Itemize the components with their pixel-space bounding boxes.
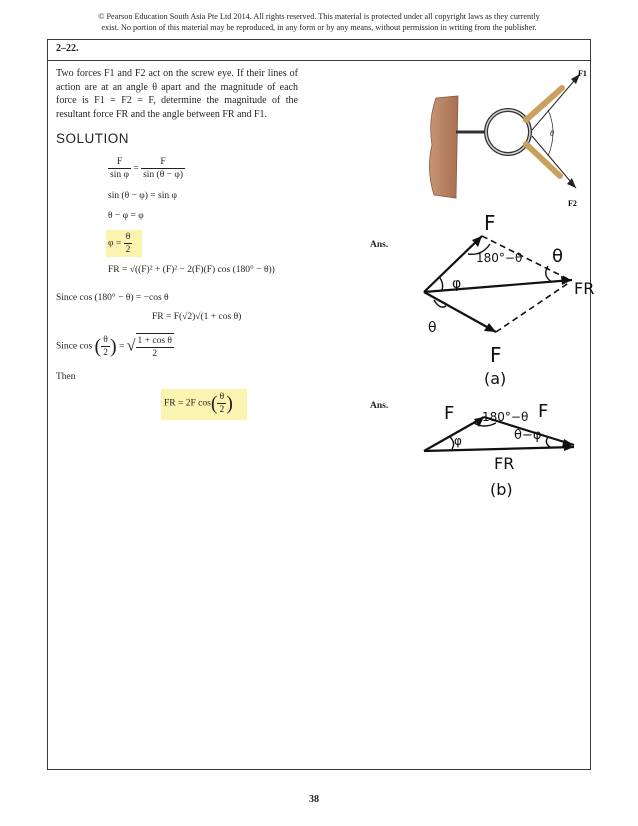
- wood-block: [429, 96, 458, 198]
- equation-phi: [108, 231, 132, 256]
- equation-cosine-law: FR = √((F)² + (F)² − 2(F)(F) cos (180° − θ)): [108, 265, 275, 275]
- eq1-lhs-den: sin φ: [110, 170, 129, 180]
- since2-equals: =: [119, 341, 125, 352]
- fa-label-f-bottom: F: [490, 343, 502, 367]
- fb-label-fr: FR: [494, 454, 515, 473]
- since2-rden: 2: [152, 349, 158, 359]
- figure-a-parallelogram: [410, 210, 600, 390]
- eq1-rhs-den: sin (θ − φ): [143, 170, 183, 180]
- eq4-lhs: φ =: [108, 238, 122, 249]
- fb-label-f-right: F: [538, 401, 549, 422]
- line-then: Then: [56, 372, 76, 382]
- copyright-line-1: © Pearson Education South Asia Pte Ltd 2014. All rights reserved. This material is protected under all copyright laws as they currently: [98, 12, 540, 21]
- label-f2: F2: [568, 199, 577, 208]
- figure-b-triangle: [410, 395, 590, 505]
- problem-statement: Two forces F1 and F2 act on the screw eye. If their lines of action are at an angle θ apart and the magnitude of each force is F1 = F2 = F, determine the magnitude of the resultant force FR and the angle between FR and F1.: [56, 68, 298, 120]
- fa-fr-vector: [424, 280, 572, 292]
- fb-label-phi: φ: [454, 434, 462, 448]
- fb-label-f-left: F: [444, 403, 455, 424]
- eq1-lhs-num: F: [108, 156, 131, 169]
- fa-label-180: 180°−θ: [476, 251, 523, 265]
- eq1-rhs-num: F: [141, 156, 185, 169]
- since2-den: 2: [103, 348, 108, 358]
- eq7-lhs: FR = 2F cos: [164, 398, 211, 409]
- since2-num: θ: [101, 334, 110, 347]
- solution-heading: SOLUTION: [56, 131, 130, 146]
- page-number: 38: [309, 794, 319, 805]
- equation-2: sin (θ − φ) = sin φ: [108, 191, 177, 201]
- eq7-den: 2: [219, 405, 225, 415]
- line-since-1: Since cos (180° − θ) = −cos θ: [56, 293, 169, 303]
- fb-label-180: 180°−θ: [482, 410, 529, 424]
- copyright-line-2: exist. No portion of this material may be reproduced, in any form or by any means, without permission in writing from the publisher.: [101, 23, 537, 32]
- answer-label-1: Ans.: [370, 240, 389, 250]
- f2-line: [532, 136, 576, 188]
- fa-label-fr: FR: [574, 279, 595, 298]
- eq1-equals: =: [133, 163, 139, 174]
- fa-label-theta-right: θ: [552, 246, 564, 267]
- eq4-num: θ: [124, 231, 133, 244]
- f1-rope: [526, 88, 562, 120]
- since2-rnum: 1 + cos θ: [137, 336, 172, 346]
- equation-fr-final: FR = 2F cos( $\frac{\theta}{2}$ ): [164, 392, 233, 415]
- fa-label-f-top: F: [484, 211, 496, 235]
- fa-caption: (a): [484, 369, 507, 388]
- screw-eye-figure: [420, 60, 590, 220]
- fa-label-theta-bottom: θ: [428, 320, 437, 336]
- fb-label-theta-phi: θ−φ: [514, 428, 542, 443]
- equation-sine-law: [108, 156, 185, 181]
- line-since-2: Since cos ( $\frac{\theta}{2}$ ) = √ $\frac{\text{1 + cos θ}}{2}$: [56, 335, 172, 359]
- eq7-num: θ: [217, 391, 226, 404]
- equation-fr-sqrt: FR = F(√2)√(1 + cos θ): [152, 312, 242, 322]
- label-f1: F1: [578, 69, 587, 78]
- equation-3: θ − φ = φ: [108, 211, 144, 221]
- f1-line: [532, 74, 580, 130]
- fb-fr-vector: [424, 447, 574, 451]
- fa-dashed-bottom: [496, 282, 570, 332]
- since2-text: Since cos: [56, 341, 93, 352]
- fb-caption: (b): [490, 480, 513, 499]
- problem-number: 2–22.: [56, 43, 79, 54]
- answer-label-2: Ans.: [370, 401, 389, 411]
- eq4-den: 2: [125, 245, 131, 255]
- copyright-notice: [60, 11, 578, 33]
- label-theta: θ: [550, 129, 554, 138]
- fa-label-phi: φ: [452, 276, 462, 292]
